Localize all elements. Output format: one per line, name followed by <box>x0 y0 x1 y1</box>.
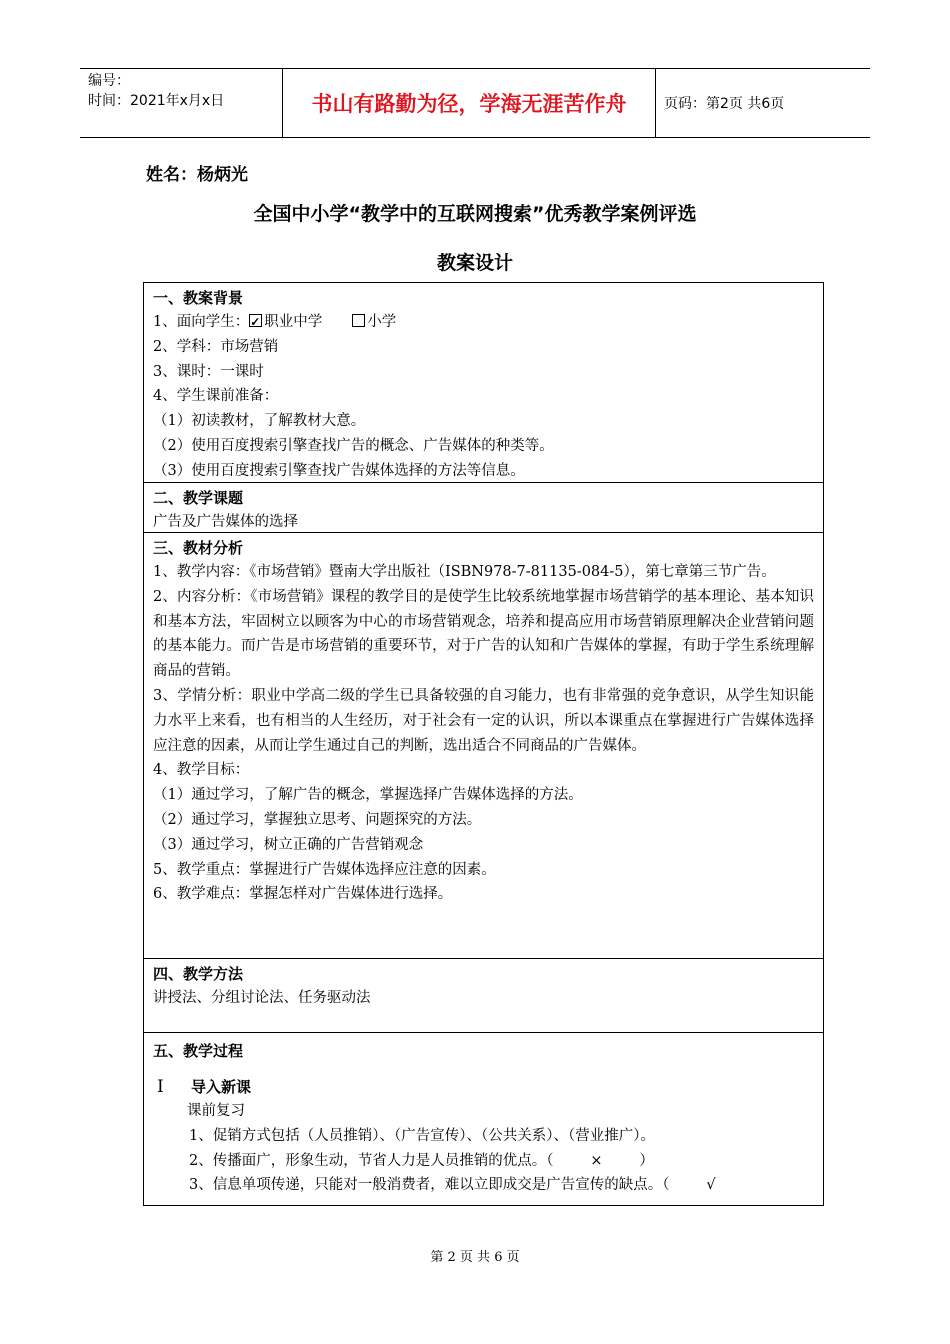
prep-item: （3）使用百度搜索引擎查找广告媒体选择的方法等信息。 <box>153 462 525 479</box>
checkbox-unchecked-icon[interactable] <box>352 314 365 327</box>
document-subtitle: 教案设计 <box>436 252 513 274</box>
period-line: 3、课时：一课时 <box>153 363 264 380</box>
header-meta <box>88 71 283 111</box>
option-primary: 小学 <box>367 314 397 330</box>
section-heading: 四、教学方法 <box>153 965 244 983</box>
content-paragraph: 1、教学内容：《市场营销》暨南大学出版社（ISBN978-7-81135-084-5），第七章第三节广告。 <box>153 564 776 580</box>
key-point-line: 5、教学重点：掌握进行广告媒体选择应注意的因素。 <box>153 861 496 878</box>
page-footer: 第 2 页 共 6 页 <box>430 1250 520 1265</box>
goals-line: 4、教学目标： <box>153 762 250 779</box>
section-heading: 三、教材分析 <box>153 539 244 557</box>
prep-line: 4、学生课前准备： <box>153 388 279 405</box>
subject-line: 2、学科：市场营销 <box>153 338 279 355</box>
header-motto: 书山有路勤为径，学海无涯苦作舟 <box>282 69 656 137</box>
option-vocational: 职业中学 <box>264 314 323 330</box>
methods-line: 讲授法、分组讨论法、任务驱动法 <box>153 990 371 1006</box>
section-heading: 一、教案背景 <box>153 289 244 307</box>
goal-item: （1）通过学习，了解广告的概念，掌握选择广告媒体选择的方法。 <box>153 787 583 804</box>
header-page-code: 页码：第2页 共6页 <box>664 96 785 112</box>
analysis-paragraph: 2、内容分析：《市场营销》课程的教学目的是使学生比较系统地掌握市场营销学的基本理论、基本知识和基本方法，牢固树立以顾客为中心的市场营销观念，培养和提高应用市场营销原理解决企业营销问题的基本能力。而广告是市场营销的重要环节，对于广告的认知和广告媒体的掌握，有助于学生系统理解商品的营销。 <box>153 588 814 680</box>
document-title: 全国中小学“教学中的互联网搜索”优秀教学案例评选 <box>253 203 697 225</box>
learners-paragraph: 3、学情分析：职业中学高二级的学生已具备较强的自习能力，也有非常强的竞争意识，从学生知识能力水平上来看，也有相当的人生经历，对于社会有一定的认识，所以本课重点在掌握进行广告媒体选择应注意的因素，从而让学生通过自己的判断，选出适合不同商品的广告媒体。 <box>153 687 814 754</box>
prep-item: （1）初读教材，了解教材大意。 <box>153 413 366 430</box>
topic-line: 广告及广告媒体的选择 <box>153 514 298 530</box>
author-name: 姓名：杨炳光 <box>146 165 248 185</box>
review-question: 2、传播面广，形象生动，节省人力是人员推销的优点。（ × ） <box>189 1152 654 1169</box>
section-heading: 五、教学过程 <box>153 1042 244 1060</box>
section-material-analysis <box>144 533 823 959</box>
review-question: 1、促销方式包括（人员推销）、（广告宣传）、（公共关系）、（营业推广）。 <box>189 1127 655 1144</box>
goal-item: （3）通过学习，树立正确的广告营销观念 <box>153 836 424 853</box>
audience-label: 1、面向学生： <box>153 314 250 330</box>
number-label: 编号： <box>88 73 130 89</box>
goal-item: （2）通过学习，掌握独立思考、问题探究的方法。 <box>153 811 482 828</box>
prep-item: （2）使用百度搜索引擎查找广告的概念、广告媒体的种类等。 <box>153 437 554 454</box>
roman-numeral: Ⅰ <box>157 1077 164 1097</box>
step-title: 导入新课 <box>191 1078 252 1096</box>
step-row <box>153 1075 814 1099</box>
section-topic <box>144 483 823 533</box>
review-question: 3、信息单项传递，只能对一般消费者，难以立即成交是广告宣传的缺点。（ √ <box>189 1177 716 1194</box>
checkbox-checked-icon[interactable] <box>249 314 262 327</box>
section-heading: 二、教学课题 <box>153 489 244 507</box>
audience-row <box>153 310 814 335</box>
difficulty-line: 6、教学难点：掌握怎样对广告媒体进行选择。 <box>153 886 453 903</box>
review-line: 课前复习 <box>187 1103 245 1119</box>
section-methods <box>144 959 823 1033</box>
section-process <box>144 1033 823 1200</box>
date-label: 时间：2021年x月x日 <box>88 93 225 109</box>
page-header <box>80 68 870 138</box>
section-background <box>144 283 823 483</box>
lesson-plan-table <box>143 282 824 1206</box>
